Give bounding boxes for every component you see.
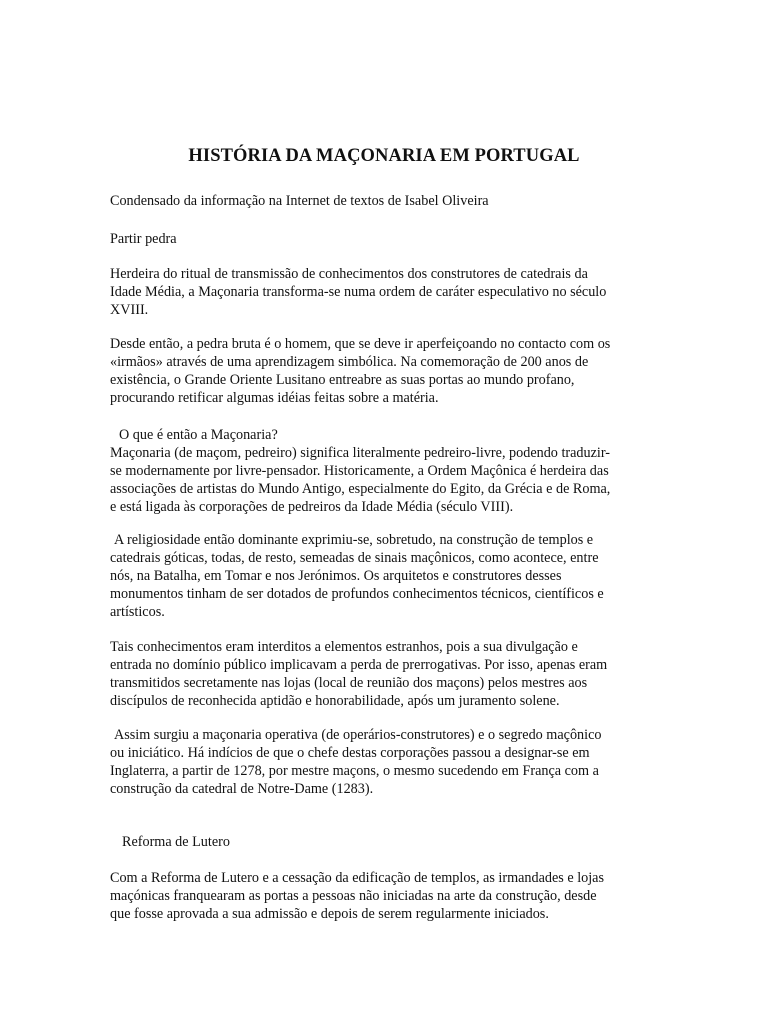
- section-heading-reforma: [110, 833, 662, 851]
- paragraph-line: Com a Reforma de Lutero e a cessação da edificação de templos, as irmandades e lojas: [110, 870, 604, 886]
- paragraph-line: e está ligada às corporações de pedreiros da Idade Média (século VIII).: [110, 499, 514, 515]
- paragraph-line: discípulos de reconhecida aptidão e honorabilidade, após um juramento solene.: [110, 693, 560, 709]
- paragraph-line: construção da catedral de Notre-Dame (1283).: [110, 781, 374, 797]
- paragraph-line: se modernamente por livre-pensador. Historicamente, a Ordem Maçônica é herdeira das: [110, 463, 609, 479]
- paragraph-line: Idade Média, a Maçonaria transforma-se numa ordem de caráter especulativo no século: [110, 284, 607, 300]
- paragraph-line: XVIII.: [110, 302, 149, 318]
- paragraph-3: [110, 444, 662, 516]
- paragraph-line: Maçonaria (de maçom, pedreiro) significa literalmente pedreiro-livre, podendo traduzir-: [110, 445, 610, 461]
- paragraph-line: que fosse aprovada a sua admissão e depois de serem regularmente iniciados.: [110, 906, 549, 922]
- paragraph-5: [110, 638, 662, 710]
- paragraph-line: Assim surgiu a maçonaria operativa (de operários-construtores) e o segredo maçônico: [114, 727, 602, 743]
- heading-text: Reforma de Lutero: [122, 834, 230, 850]
- subtitle-line: Condensado da informação na Internet de textos de Isabel Oliveira: [110, 193, 489, 209]
- document-subtitle: [110, 192, 662, 210]
- document-title: HISTÓRIA DA MAÇONARIA EM PORTUGAL: [188, 146, 580, 166]
- paragraph-line: maçónicas franquearam as portas a pessoas não iniciadas na arte da construção, desde: [110, 888, 597, 904]
- paragraph-line: Desde então, a pedra bruta é o homem, que se deve ir aperfeiçoando no contacto com os: [110, 336, 611, 352]
- paragraph-2: [110, 335, 662, 407]
- heading-text: O que é então a Maçonaria?: [119, 427, 278, 443]
- paragraph-line: Tais conhecimentos eram interditos a elementos estranhos, pois a sua divulgação e: [110, 639, 578, 655]
- paragraph-line: associações de artistas do Mundo Antigo, especialmente do Egito, da Grécia e de Roma,: [110, 481, 611, 497]
- paragraph-line: Herdeira do ritual de transmissão de conhecimentos dos construtores de catedrais da: [110, 266, 588, 282]
- paragraph-line: transmitidos secretamente nas lojas (local de reunião dos maçons) pelos mestres aos: [110, 675, 588, 691]
- paragraph-line: ou iniciático. Há indícios de que o chefe destas corporações passou a designar-se em: [110, 745, 590, 761]
- paragraph-line: monumentos tinham de ser dotados de profundos conhecimentos técnicos, científicos e: [110, 586, 604, 602]
- paragraph-line: entrada no domínio público implicavam a perda de prerrogativas. Por isso, apenas eram: [110, 657, 608, 673]
- paragraph-1: [110, 265, 662, 319]
- paragraph-line: nós, na Batalha, em Tomar e nos Jerónimos. Os arquitetos e construtores desses: [110, 568, 562, 584]
- section-heading-partir-pedra: [110, 230, 662, 248]
- paragraph-4: [110, 531, 662, 621]
- paragraph-line: Inglaterra, a partir de 1278, por mestre maçons, o mesmo sucedendo em França com a: [110, 763, 599, 779]
- paragraph-line: A religiosidade então dominante exprimiu-se, sobretudo, na construção de templos e: [114, 532, 594, 548]
- paragraph-line: procurando retificar algumas idéias feitas sobre a matéria.: [110, 390, 439, 406]
- heading-text: Partir pedra: [110, 231, 177, 247]
- paragraph-line: existência, o Grande Oriente Lusitano entreabre as suas portas ao mundo profano,: [110, 372, 575, 388]
- paragraph-7: [110, 869, 662, 923]
- paragraph-line: catedrais góticas, todas, de resto, semeadas de sinais maçônicos, como acontece, entre: [110, 550, 599, 566]
- paragraph-6: [110, 726, 662, 798]
- paragraph-line: «irmãos» através de uma aprendizagem simbólica. Na comemoração de 200 anos de: [110, 354, 589, 370]
- paragraph-line: artísticos.: [110, 604, 165, 620]
- section-heading-o-que-e: [110, 426, 662, 444]
